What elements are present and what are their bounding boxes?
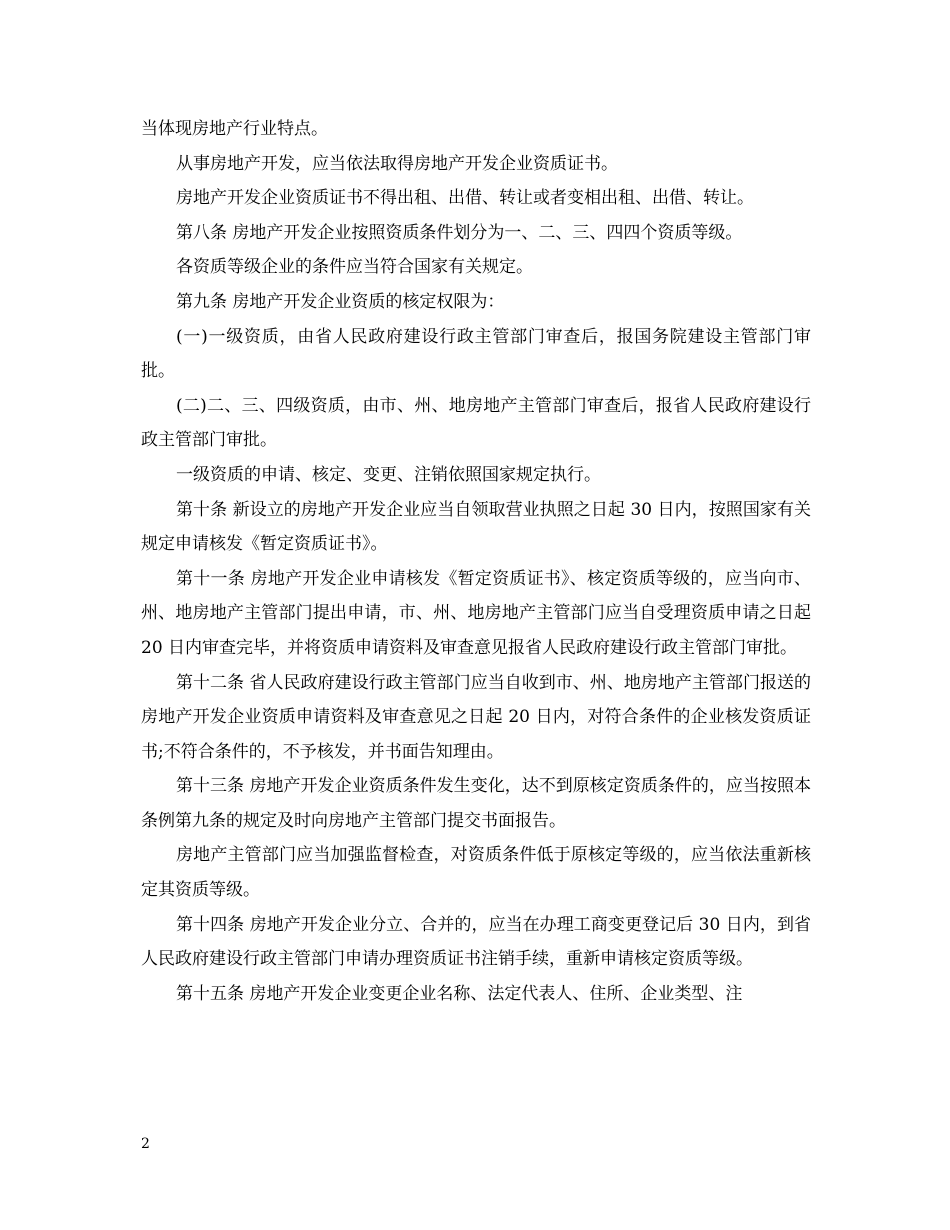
paragraph: 房地产主管部门应当加强监督检查，对资质条件低于原核定等级的，应当依法重新核定其资质等级。 [141, 845, 811, 901]
paragraph: 一级资质的申请、核定、变更、注销依照国家规定执行。 [176, 464, 601, 485]
paragraph: 第十四条 房地产开发企业分立、合并的，应当在办理工商变更登记后 30 日内，到省人民政府建设行政主管部门申请办理资质证书注销手续，重新申请核定资质等级。 [141, 914, 811, 970]
page-body [141, 112, 811, 1011]
paragraph: 第十条 新设立的房地产开发企业应当自领取营业执照之日起 30 日内，按照国家有关规定申请核发《暂定资质证书》。 [141, 499, 811, 555]
paragraph: 第十五条 房地产开发企业变更企业名称、法定代表人、住所、企业类型、注 [176, 983, 743, 1004]
paragraph: 从事房地产开发，应当依法取得房地产开发企业资质证书。 [176, 153, 618, 174]
paragraph: 第十三条 房地产开发企业资质条件发生变化，达不到原核定资质条件的，应当按照本条例第九条的规定及时向房地产主管部门提交书面报告。 [141, 776, 811, 831]
paragraph: (一)一级资质，由省人民政府建设行政主管部门审查后，报国务院建设主管部门审批。 [141, 326, 811, 382]
paragraph: 第十一条 房地产开发企业申请核发《暂定资质证书》、核定资质等级的，应当向市、州、地房地产主管部门提出申请，市、州、地房地产主管部门应当自受理资质申请之日起 20 日内审查完毕，并将资质申请资料及审查意见报省人民政府建设行政主管部门审批。 [141, 568, 811, 658]
paragraph: 第十二条 省人民政府建设行政主管部门应当自收到市、州、地房地产主管部门报送的房地产开发企业资质申请资料及审查意见之日起 20 日内，对符合条件的企业核发资质证书;不符合条件的，不予核发，并书面告知理由。 [141, 672, 811, 762]
paragraph: 第九条 房地产开发企业资质的核定权限为： [176, 291, 505, 312]
paragraph: 房地产开发企业资质证书不得出租、出借、转让或者变相出租、出借、转让。 [176, 188, 754, 209]
paragraph: (二)二、三、四级资质，由市、州、地房地产主管部门审查后，报省人民政府建设行政主管部门审批。 [141, 395, 811, 451]
paragraph: 第八条 房地产开发企业按照资质条件划分为一、二、三、四四个资质等级。 [176, 222, 743, 243]
paragraph: 当体现房地产行业特点。 [141, 119, 328, 139]
paragraph: 各资质等级企业的条件应当符合国家有关规定。 [176, 257, 533, 278]
page-number: 2 [141, 1136, 150, 1152]
